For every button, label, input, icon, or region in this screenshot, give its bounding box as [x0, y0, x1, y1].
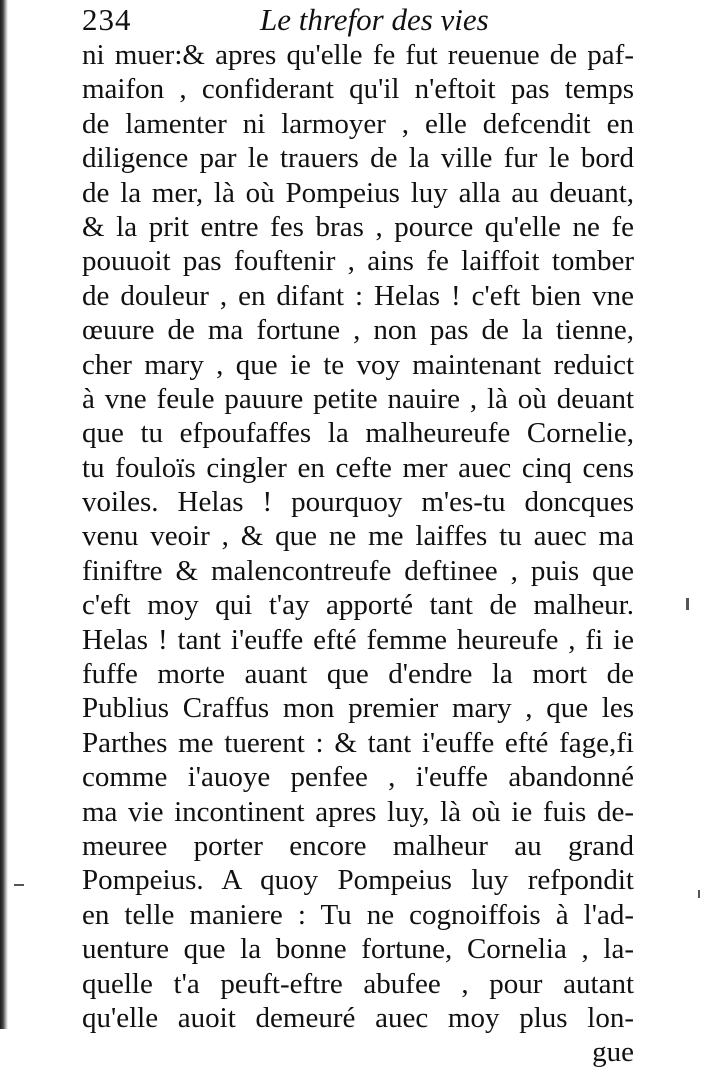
- body-text: [82, 38, 634, 1070]
- text-line: de douleur , en difant : Helas ! c'eft bien vne: [82, 279, 634, 312]
- text-line: qu'elle auoit demeuré auec moy plus lon-: [82, 1001, 634, 1034]
- text-line: meuree porter encore malheur au grand: [82, 829, 634, 862]
- text-line: ma vie incontinent apres luy, là où ie fuis de-: [82, 795, 634, 828]
- page-header: [82, 2, 642, 38]
- text-line: comme i'auoye penfee , i'euffe abandonné: [82, 761, 634, 794]
- text-line: diligence par le trauers de la ville fur le bord: [82, 142, 634, 175]
- text-line: finiftre & malencontreufe deftinee , puis que: [82, 554, 634, 587]
- catchword: gue: [592, 1036, 634, 1069]
- page-number: 234: [82, 2, 132, 37]
- ink-speck: [686, 598, 689, 610]
- text-line: uenture que la bonne fortune, Cornelia , la-: [82, 933, 634, 966]
- ink-speck: [698, 890, 700, 898]
- text-line: voiles. Helas ! pourquoy m'es-tu doncques: [82, 486, 634, 519]
- text-line: que tu efpoufaffes la malheureufe Cornelie,: [82, 417, 634, 450]
- text-line: Publius Craffus mon premier mary , que les: [82, 692, 634, 725]
- text-line: quelle t'a peuft-eftre abufee , pour autant: [82, 967, 634, 1000]
- text-line: de lamenter ni larmoyer , elle defcendit en: [82, 107, 634, 140]
- text-line: tu fouloïs cingler en cefte mer auec cinq cens: [82, 451, 634, 484]
- text-line: c'eft moy qui t'ay apporté tant de malheur.: [82, 589, 634, 622]
- text-line: à vne feule pauure petite nauire , là où deuant: [82, 382, 634, 415]
- text-line: venu veoir , & que ne me laiffes tu auec ma: [82, 520, 634, 553]
- text-line: Helas ! tant i'euffe efté femme heureufe , fi ie: [82, 623, 634, 656]
- text-line: & la prit entre fes bras , pource qu'elle ne fe: [82, 210, 634, 243]
- text-line: de la mer, là où Pompeius luy alla au deuant,: [82, 176, 634, 209]
- text-line: maifon , confiderant qu'il n'eftoit pas temps: [82, 73, 634, 106]
- text-line: ni muer:& apres qu'elle fe fut reuenue de paf-: [82, 39, 634, 71]
- text-line: en telle maniere : Tu ne cognoiffois à l'ad-: [82, 898, 634, 931]
- text-line: pouuoit pas fouftenir , ains fe laiffoit tomber: [82, 245, 634, 278]
- page-gutter-shadow: [0, 0, 8, 1029]
- ink-speck: [14, 884, 24, 886]
- text-line: fuffe morte auant que d'endre la mort de: [82, 658, 634, 691]
- text-line: Pompeius. A quoy Pompeius luy refpondit: [82, 864, 634, 897]
- text-line: œuure de ma fortune , non pas de la tienne,: [82, 314, 634, 347]
- running-title: Le threfor des vies: [260, 2, 489, 37]
- text-line: cher mary , que ie te voy maintenant reduict: [82, 348, 634, 381]
- text-line: Parthes me tuerent : & tant i'euffe efté fage,fi: [82, 726, 634, 759]
